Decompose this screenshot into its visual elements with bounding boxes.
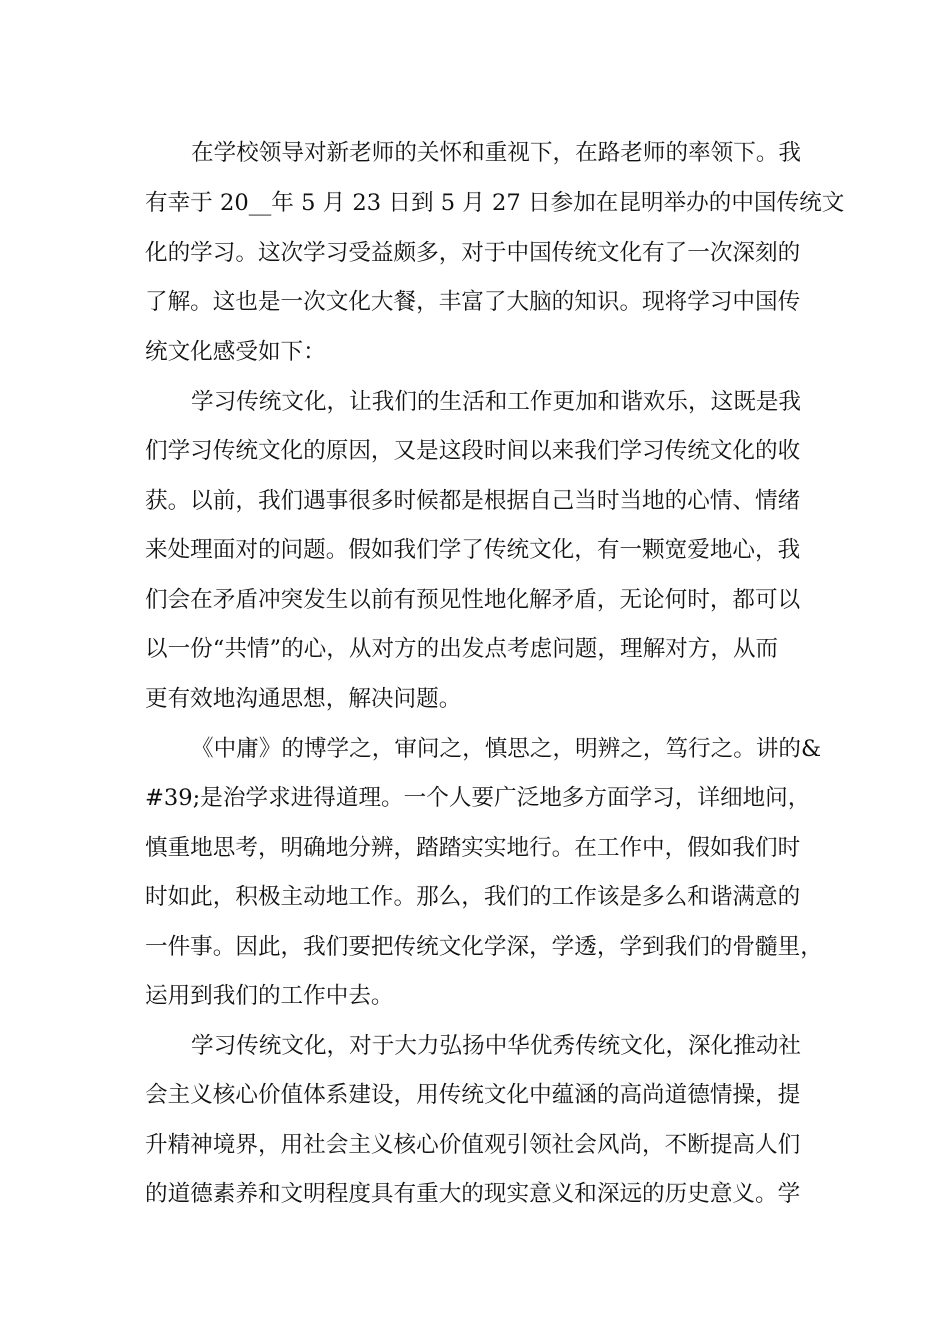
text-line: 统文化感受如下： [145,339,326,365]
text-line: 《中庸》的博学之，审问之，慎思之，明辨之，笃行之。讲的& [191,736,822,762]
text-line: 们会在矛盾冲突发生以前有预见性地化解矛盾，无论何时，都可以 [145,587,801,613]
text-line: 升精神境界，用社会主义核心价值观引领社会风尚，不断提高人们 [145,1132,801,1158]
text-line: 以一份“共情”的心，从对方的出发点考虑问题，理解对方，从而 [145,636,779,662]
text-line: 一件事。因此，我们要把传统文化学深，学透，学到我们的骨髓里， [145,934,823,960]
text-line: 获。以前，我们遇事很多时候都是根据自己当时当地的心情、情绪 [145,488,801,514]
text-line: 运用到我们的工作中去。 [145,983,394,1009]
text-line: 来处理面对的问题。假如我们学了传统文化，有一颗宽爱地心，我 [145,537,801,563]
text-line: 有幸于 20__年 5 月 23 日到 5 月 27 日参加在昆明举办的中国传统文 [145,190,845,216]
text-line: 慎重地思考，明确地分辨，踏踏实实地行。在工作中，假如我们时 [145,835,801,861]
text-line: #39;是治学求进得道理。一个人要广泛地多方面学习，详细地问， [145,785,811,811]
text-line: 会主义核心价值体系建设，用传统文化中蕴涵的高尚道德情操，提 [145,1082,801,1108]
text-line: 的道德素养和文明程度具有重大的现实意义和深远的历史意义。学 [145,1181,801,1207]
text-line: 时如此，积极主动地工作。那么，我们的工作该是多么和谐满意的 [145,884,801,910]
text-line: 更有效地沟通思想，解决问题。 [145,686,462,712]
text-line: 学习传统文化，让我们的生活和工作更加和谐欢乐，这既是我 [191,389,802,415]
text-line: 在学校领导对新老师的关怀和重视下，在路老师的率领下。我 [191,140,802,166]
text-line: 学习传统文化，对于大力弘扬中华优秀传统文化，深化推动社 [191,1033,802,1059]
text-line: 了解。这也是一次文化大餐，丰富了大脑的知识。现将学习中国传 [145,289,801,315]
text-line: 化的学习。这次学习受益颇多，对于中国传统文化有了一次深刻的 [145,240,801,266]
text-line: 们学习传统文化的原因，又是这段时间以来我们学习传统文化的收 [145,438,801,464]
